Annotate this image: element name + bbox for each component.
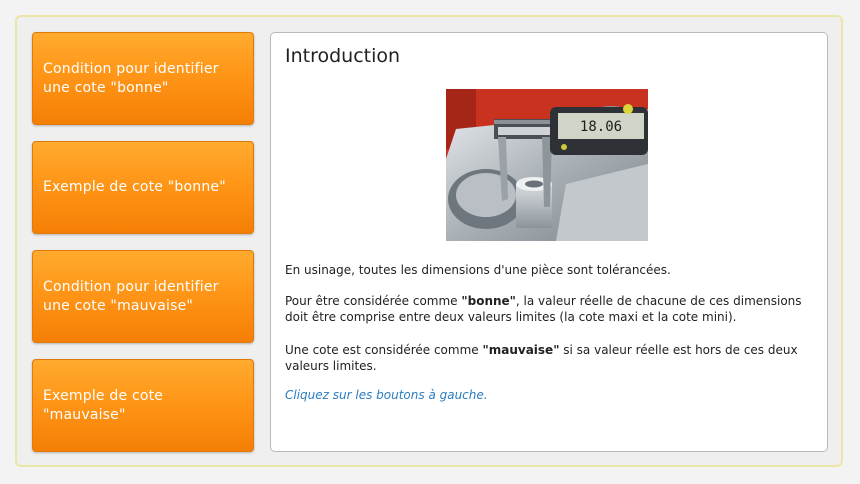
content-panel — [270, 32, 828, 452]
paragraph-intro: En usinage, toutes les dimensions d'une pièce sont tolérancées. — [285, 263, 671, 277]
exemple-mauvaise-button[interactable] — [32, 359, 254, 452]
paragraph-bonne — [285, 293, 815, 325]
paragraph-mauvaise — [285, 342, 815, 374]
exemple-mauvaise-label: Exemple de cote "mauvaise" — [43, 387, 164, 423]
instruction-hint: Cliquez sur les boutons à gauche. — [285, 388, 488, 402]
bonne-emphasis: "bonne" — [461, 294, 516, 308]
caliper-photo — [446, 89, 648, 241]
mauvaise-emphasis: "mauvaise" — [482, 343, 560, 357]
condition-bonne-button[interactable] — [32, 32, 254, 125]
condition-mauvaise-button[interactable] — [32, 250, 254, 343]
condition-bonne-label: Condition pour identifier une cote "bonne" — [43, 60, 219, 96]
paragraph-mauvaise-text1: Une cote est considérée comme — [285, 343, 483, 357]
paragraph-mauvaise-text2: si sa valeur réelle est hors de ces deux valeurs limites. — [285, 343, 798, 373]
condition-mauvaise-label: Condition pour identifier une cote "mauvaise" — [43, 278, 219, 314]
exemple-bonne-label: Exemple de cote "bonne" — [43, 179, 226, 195]
paragraph-bonne-text1: Pour être considérée comme — [285, 294, 462, 308]
exemple-bonne-button[interactable] — [32, 141, 254, 234]
page-title: Introduction — [285, 45, 401, 67]
caliper-reading: 18.06 — [579, 119, 623, 135]
paragraph-bonne-text2: , la valeur réelle de chacune de ces dimensions doit être comprise entre deux valeurs limites (la cote maxi et la cote mini). — [285, 294, 802, 324]
